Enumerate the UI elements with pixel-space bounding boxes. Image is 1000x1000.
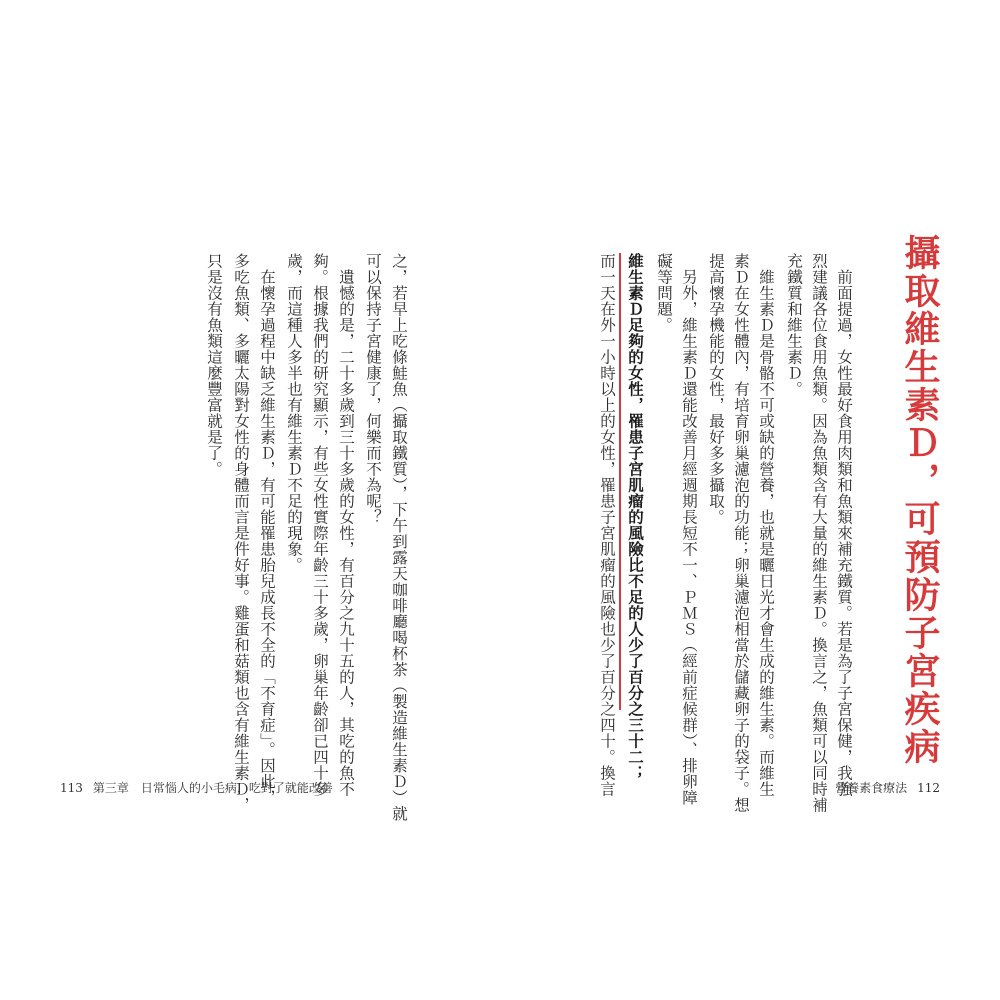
- body-line: 可以保持子宮健康了，何樂而不為呢？: [364, 253, 382, 525]
- body-line: 在懷孕過程中缺乏維生素Ｄ，有可能罹患胎兒成長不全的「不育症」。因此，: [258, 253, 276, 806]
- body-line: 維生素Ｄ是骨骼不可或缺的營養，也就是曬日光才會生成的維生素。而維生: [757, 253, 775, 797]
- section-title: 攝取維生素Ｄ，可預防子宮疾病: [899, 234, 941, 766]
- body-line: 歲，而這種人多半也有維生素Ｄ不足的現象。: [285, 253, 303, 573]
- body-line: 提高懷孕機能的女性，最好多多攝取。: [707, 253, 725, 525]
- body-line: 之，若早上吃條鮭魚（攝取鐵質），下午到露天咖啡廳喝杯茶（製造維生素Ｄ）就: [390, 253, 408, 822]
- right-footer: [825, 779, 940, 796]
- right-running-head: 營養素食療法: [835, 781, 908, 795]
- body-line: 充鐵質和維生素Ｄ。: [785, 253, 803, 397]
- left-footer: [60, 779, 343, 796]
- body-line: 只是沒有魚類這麼豐富就是了。: [205, 253, 223, 477]
- right-page-number: 112: [917, 781, 940, 795]
- body-line: 而一天在外一小時以上的女性，罹患子宮肌瘤的風險也少了百分之四十。換言: [598, 253, 616, 797]
- body-line: 烈建議各位食用魚類。因為魚類含有大量的維生素Ｄ。換言之，魚類可以同時補: [810, 253, 828, 813]
- left-page-number: 113: [60, 781, 83, 795]
- body-line: 多吃魚類、多曬太陽對女性的身體而言是件好事。雞蛋和菇類也含有維生素Ｄ，: [232, 253, 250, 813]
- body-line: 夠。根據我們的研究顯示，有些女性實際年齡三十多歲，卵巢年齡卻已四十多: [311, 253, 329, 797]
- left-running-head: 第三章 日常惱人的小毛病，吃對了就能改善: [92, 781, 333, 795]
- highlight-line: 維生素Ｄ足夠的女性，罹患子宮肌瘤的風險比不足的人少了百分之三十二；: [626, 253, 645, 781]
- body-line: 前面提過，女性最好食用肉類和魚類來補充鐵質。若是為了子宮保健，我強: [835, 253, 853, 797]
- body-line: 遺憾的是，二十多歲到三十多歲的女性，有百分之九十五的人，其吃的魚不: [337, 253, 355, 797]
- body-line: 素Ｄ在女性體內，有培育卵巢濾泡的功能；卵巢濾泡相當於儲藏卵子的袋子。想: [732, 253, 750, 813]
- highlight-rule: [619, 253, 621, 710]
- body-line: 礙等問題。: [655, 253, 673, 333]
- body-line: 另外，維生素Ｄ還能改善月經週期長短不一、ＰＭＳ（經前症候群）、排卵障: [680, 253, 698, 806]
